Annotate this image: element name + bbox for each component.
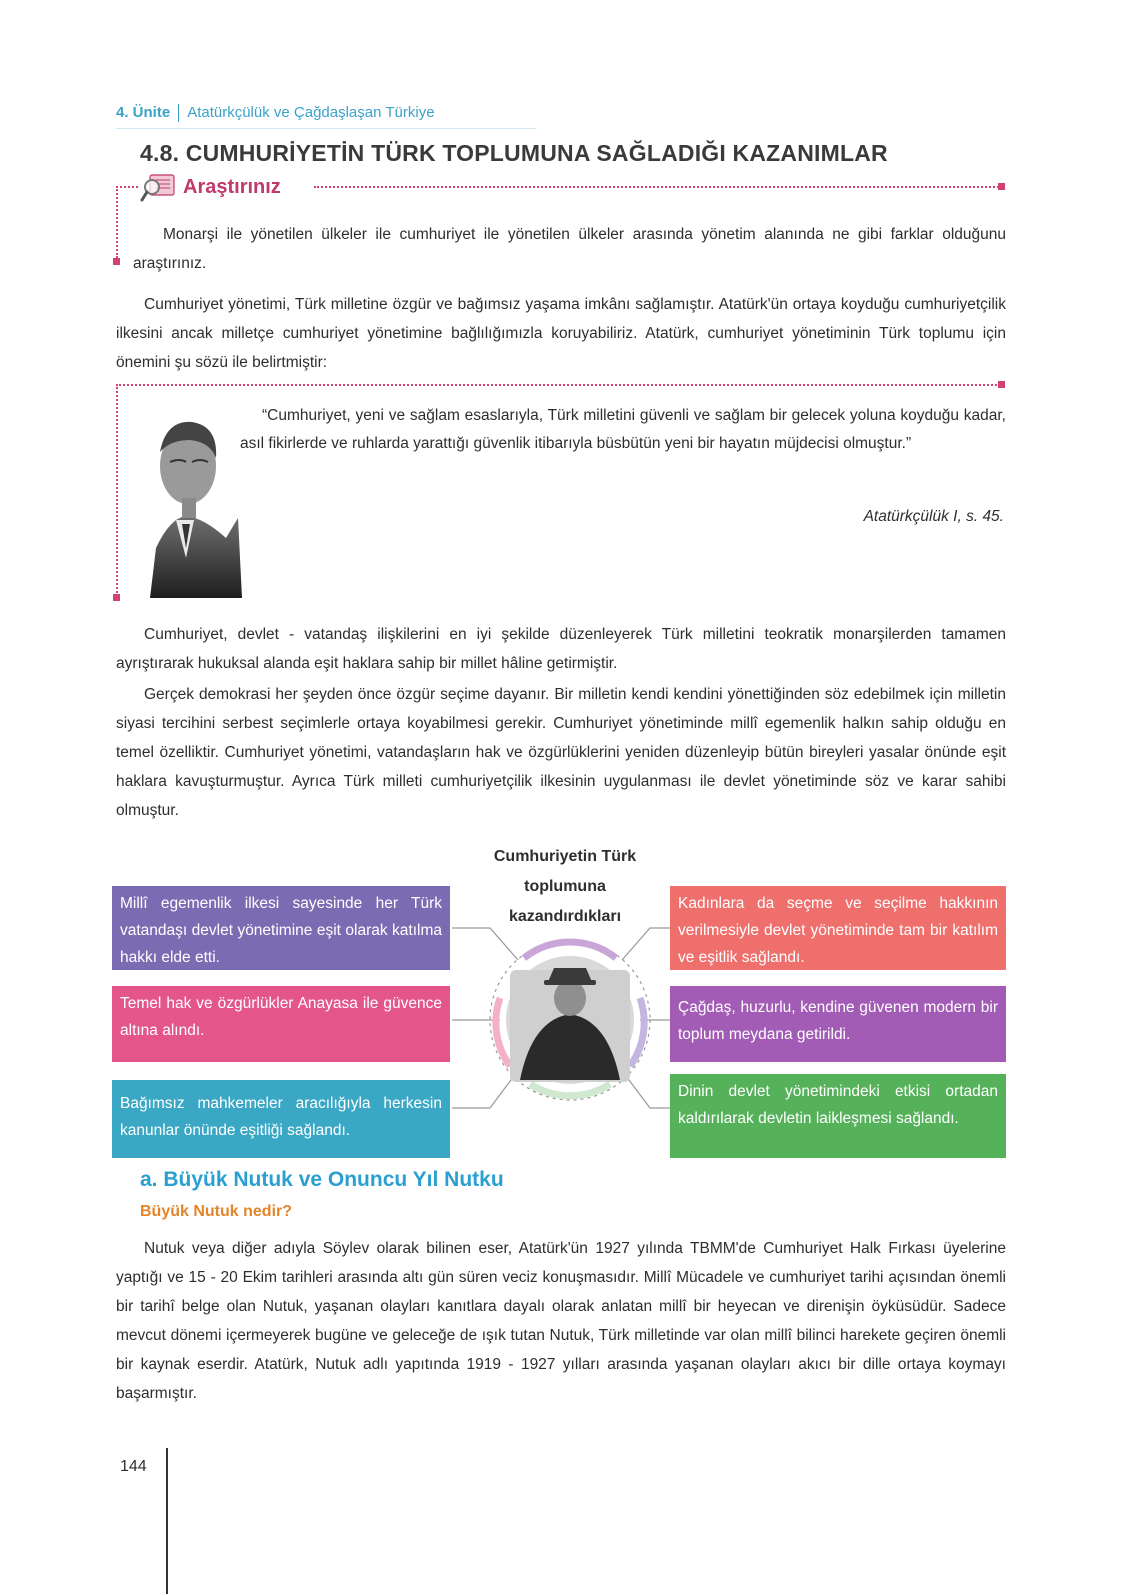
page-number: 144	[120, 1458, 147, 1475]
magnifier-document-icon	[140, 172, 176, 204]
benefit-box-independent-courts: Bağımsız mahkemeler aracılığıyla herkesin kanunlar önünde eşitliği sağlandı.	[112, 1080, 450, 1158]
paragraph-nutuk: Nutuk veya diğer adıyla Söylev olarak bilinen eser, Atatürk'ün 1927 yılında TBMM'de Cumhuriyet Halk Fırkası üyelerine yaptığı ve 15 - 20 Ekim tarihleri arasında altı gün süren veciz konuşmasıdır. Millî Mücadele ve cumhuriyet tarihi açısından önemli bir tarihî belge olan Nutuk, yaşanan olayları kanıtlara dayalı olarak anlatan millî bir heyecan ve direnişin öyküsüdür. Sadece mevcut dönemi içermeyerek bugüne ve geleceğe de ışık tutan Nutuk, Türk milletinde var olan millî bilinci harekete geçiren önemli bir kaynak eserdir. Atatürk, Nutuk adlı yapıtında 1919 - 1927 yılları arasında yaşanan olayları akıcı bir dille ortaya koymayı başarmıştır.	[116, 1240, 1006, 1402]
paragraph-democracy: Gerçek demokrasi her şeyden önce özgür seçime dayanır. Bir milletin kendi kendini yönettiğinden söz edebilmek için milletin siyasi tercihini serbest seçimlerle ortaya koyabilmesi gerekir. Cumhuriyet yönetiminde millî egemenlik halkın sahip olduğu en temel özelliktir. Cumhuriyet yönetimi, vatandaşların hak ve özgürlüklerini yeniden düzenleyip bütün bireyleri yasalar önünde eşit haklara kavuşturmuştur. Ayrıca Türk milleti cumhuriyetçilik ilkesinin uygulanması ile devlet yönetiminde söz ve karar sahibi olmuştur.	[116, 686, 1006, 819]
quote-frame-left	[116, 384, 118, 596]
research-text: Monarşi ile yönetilen ülkeler ile cumhuriyet ile yönetilen ülkeler arasında yönetim alanında ne gibi farklar olduğunu araştırınız.	[133, 226, 1006, 272]
research-frame-corner	[998, 183, 1005, 190]
subsection-question: Büyük Nutuk nedir?	[140, 1203, 293, 1220]
research-frame-top-left	[116, 186, 138, 188]
benefit-box-rights-freedoms: Temel hak ve özgürlükler Anayasa ile güvence altına alındı.	[112, 986, 450, 1062]
benefit-box-women-rights: Kadınlara da seçme ve seçilme hakkının verilmesiyle devlet yönetiminde tam bir katılım ve eşitlik sağlandı.	[670, 886, 1006, 970]
quote-frame-end	[113, 594, 120, 601]
quote-frame-corner	[998, 381, 1005, 388]
paragraph-intro: Cumhuriyet yönetimi, Türk milletine özgür ve bağımsız yaşama imkânı sağlamıştır. Atatürk'ün ortaya koyduğu cumhuriyetçilik ilkesini ancak milletçe cumhuriyet yönetimine bağlılığımızla koruyabiliriz. Atatürk, cumhuriyet yönetiminin Türk toplumu için önemini şu sözü ile belirtmiştir:	[116, 296, 1006, 371]
unit-header	[116, 104, 435, 122]
diagram-title: Cumhuriyetin Türk toplumuna kazandırdıkları	[493, 848, 637, 925]
ataturk-portrait	[130, 398, 242, 598]
benefit-box-national-sovereignty: Millî egemenlik ilkesi sayesinde her Türk vatandaşı devlet yönetimine eşit olarak katılma hakkı elde etti.	[112, 886, 450, 970]
research-frame-end	[113, 258, 120, 265]
ataturk-quote: “Cumhuriyet, yeni ve sağlam esaslarıyla, Türk milletini güvenli ve sağlam bir gelecek yoluna koyduğu kadar, asıl fikirlerde ve ruhlarda yarattığı güvenlik itibarıyla büsbütün yeni bir hayatın müjdecisi olmuştur.”	[240, 407, 1006, 452]
diagram-connectors	[440, 880, 700, 1140]
benefit-box-modern-society: Çağdaş, huzurlu, kendine güvenen modern bir toplum meydana getirildi.	[670, 986, 1006, 1062]
unit-label: 4. Ünite	[116, 104, 171, 121]
header-divider	[178, 104, 179, 122]
page-number-rule	[166, 1448, 168, 1594]
header-rule	[116, 128, 536, 129]
quote-source: Atatürkçülük I, s. 45.	[863, 508, 1004, 525]
research-frame-left	[116, 186, 118, 258]
research-label: Araştırınız	[183, 176, 281, 198]
benefit-box-secularism: Dinin devlet yönetimindeki etkisi ortadan kaldırılarak devletin laikleşmesi sağlandı.	[670, 1074, 1006, 1158]
paragraph-state-citizen: Cumhuriyet, devlet - vatandaş ilişkilerini en iyi şekilde düzenleyerek Türk milletini teokratik monarşilerden tamamen ayrıştırarak hukuksal alanda eşit haklara sahip bir millet hâline getirmiştir.	[116, 626, 1006, 672]
subsection-title: a. Büyük Nutuk ve Onuncu Yıl Nutku	[140, 1168, 504, 1191]
quote-frame-top	[116, 384, 1000, 386]
unit-title: Atatürkçülük ve Çağdaşlaşan Türkiye	[187, 104, 435, 121]
section-title: 4.8. CUMHURİYETİN TÜRK TOPLUMUNA SAĞLADIĞI KAZANIMLAR	[140, 140, 888, 166]
research-frame-top	[314, 186, 1002, 188]
